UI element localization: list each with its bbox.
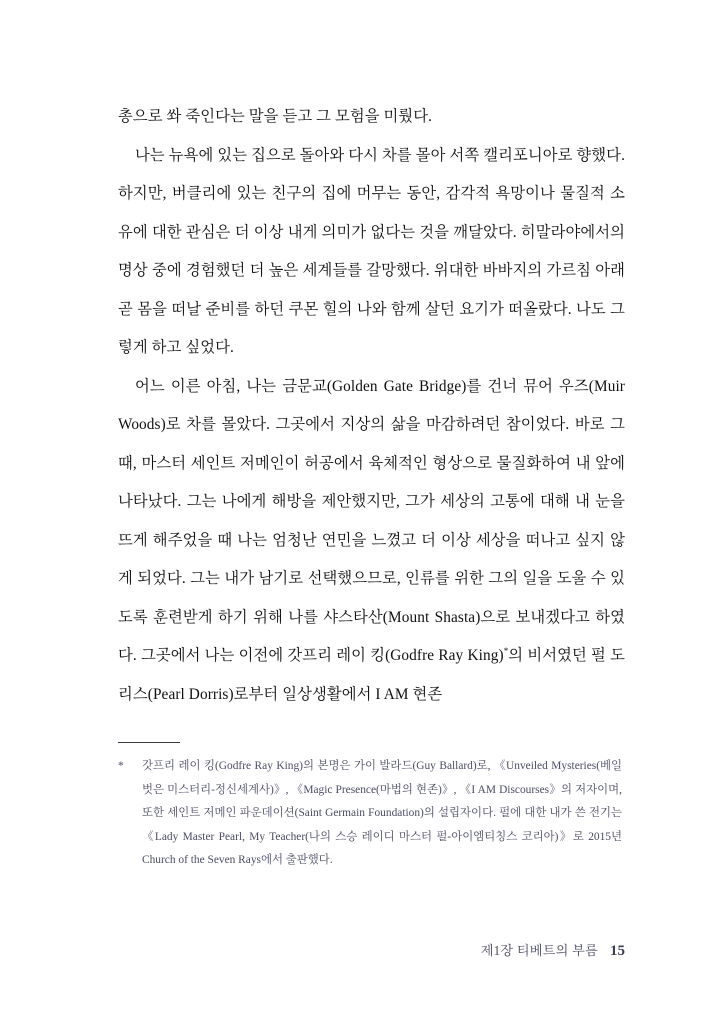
- paragraph-1: 총으로 쏴 죽인다는 말을 듣고 그 모험을 미뤘다.: [118, 108, 433, 125]
- main-text-column: [118, 98, 625, 714]
- footnote-marker: *: [118, 760, 124, 772]
- paragraph-3-part-1: 어느 이른 아침, 나는 금문교(Golden Gate Bridge)를 건너 뮤어 우즈(Muir Woods)로 차를 몰았다. 그곳에서 지상의 삶을 마감하려던 참이었다. 바로 그때, 마스터 세인트 저메인이 허공에서 육체적인 형상으로 물질화하여 내 앞에 나타났다. 그는 나에게 해방을 제안했지만, 그가 세상의 고통에 대해 내 눈을 뜨게 해주었을 때 나는 엄청난 연민을 느꼈고 더 이상 세상을 떠나고 싶지 않게 되었다. 그는 내가 남기로 선택했으므로, 인류를 위한 그의 일을 도울 수 있도록 훈련받게 하기 위해 나를 샤스타산(Mount Shasta)으로 보내겠다고 하였다. 그곳에서 나는 이전에 갓프리 레이 킹(Godfre Ray King): [118, 377, 625, 664]
- footer-page-number: 15: [610, 943, 625, 959]
- footnote-separator-rule: [118, 742, 180, 743]
- footnote-text: 갓프리 레이 킹(Godfre Ray King)의 본명은 가이 발라드(Guy Ballard)로, 《Unveiled Mysteries(베일 벗은 미스터리-정신세계사)》, 《Magic Presence(마법의 현존)》, 《I AM Discourses》의 저자이며, 또한 세인트 저메인 파운데이션(Saint Germain Foundation)의 설립자이다. 펄에 대한 내가 쓴 전기는 《Lady Master Pearl, My Teacher(나의 스승 레이디 마스터 펄-아이엠티칭스 코리아)》로 2015년 Church of the Seven Rays에서 출판했다.: [142, 760, 622, 866]
- paragraph-3-part-2: 의 비서였던 펄 도리스(Pearl Dorris)로부터 일상생활에서 I AM 현존: [118, 647, 625, 703]
- footnote-area: [118, 742, 622, 873]
- footnote-reference-marker[interactable]: *: [503, 645, 509, 656]
- page-footer: [118, 940, 625, 960]
- footnote-entry: [118, 755, 622, 873]
- paragraph-2: 나는 뉴욕에 있는 집으로 돌아와 다시 차를 몰아 서쪽 캘리포니아로 향했다. 하지만, 버클리에 있는 친구의 집에 머무는 동안, 감각적 욕망이나 물질적 소유에 대한 관심은 더 이상 내게 의미가 없다는 것을 깨달았다. 히말라야에서의 명상 중에 경험했던 더 높은 세계들를 갈망했다. 위대한 바바지의 가르침 아래 곧 몸을 떠날 준비를 하던 쿠몬 힐의 나와 함께 살던 요기가 떠올랐다. 나도 그렇게 하고 싶었다.: [118, 146, 625, 356]
- paragraph-3: [118, 368, 625, 715]
- footer-chapter-title: 제1장 티베트의 부름: [480, 943, 598, 958]
